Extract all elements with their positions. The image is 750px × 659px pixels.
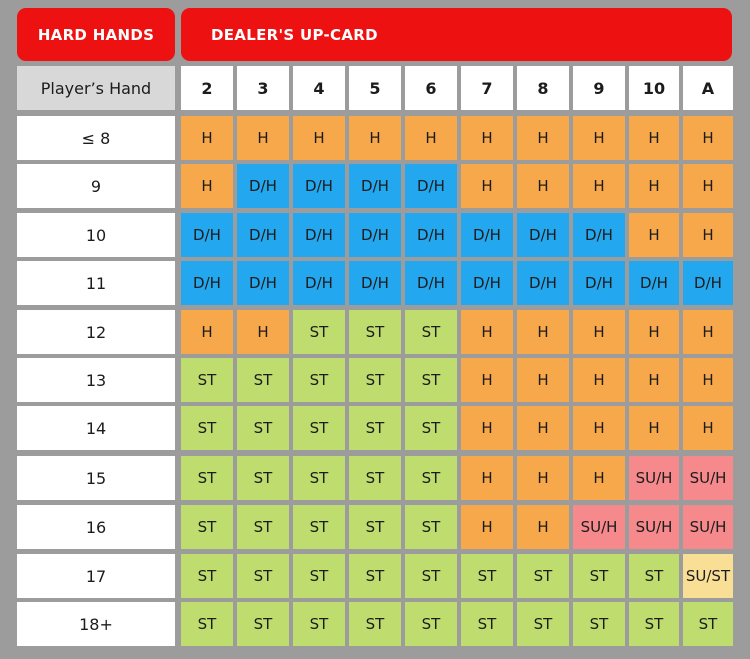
dealer-card-8: 8: [517, 66, 569, 110]
action-cell: ST: [349, 456, 401, 500]
action-cell: ST: [349, 602, 401, 646]
action-cell: H: [461, 358, 513, 402]
action-cell: D/H: [461, 213, 513, 257]
dealer-card-6: 6: [405, 66, 457, 110]
action-cell: ST: [405, 456, 457, 500]
dealer-card-a: A: [683, 66, 733, 110]
player-hand-label: 11: [17, 261, 175, 305]
action-cell: ST: [293, 554, 345, 598]
hard-hands-header: HARD HANDS: [17, 8, 175, 61]
players-hand-label: Player’s Hand: [17, 66, 175, 110]
action-cell: SU/H: [683, 505, 733, 549]
action-cell: ST: [683, 602, 733, 646]
action-cell: ST: [349, 406, 401, 450]
action-cell: H: [517, 164, 569, 208]
table-row: [0, 505, 750, 549]
action-cell: H: [237, 310, 289, 354]
action-cell: D/H: [517, 261, 569, 305]
action-cell: H: [181, 116, 233, 160]
action-cell: H: [629, 310, 679, 354]
action-cell: H: [293, 116, 345, 160]
action-cell: H: [517, 310, 569, 354]
dealer-card-7: 7: [461, 66, 513, 110]
action-cell: H: [573, 456, 625, 500]
action-cell: ST: [237, 602, 289, 646]
action-cell: ST: [349, 358, 401, 402]
table-row: [0, 261, 750, 305]
action-cell: H: [461, 310, 513, 354]
action-cell: ST: [573, 602, 625, 646]
player-hand-label: 12: [17, 310, 175, 354]
action-cell: H: [517, 116, 569, 160]
player-hand-label: 15: [17, 456, 175, 500]
dealer-card-header-row: [0, 66, 750, 110]
dealer-card-9: 9: [573, 66, 625, 110]
action-cell: ST: [405, 358, 457, 402]
action-cell: H: [629, 358, 679, 402]
action-cell: H: [181, 164, 233, 208]
action-cell: ST: [517, 602, 569, 646]
table-row: [0, 310, 750, 354]
action-cell: H: [573, 164, 625, 208]
action-cell: H: [683, 358, 733, 402]
dealers-upcard-header: DEALER'S UP-CARD: [181, 8, 732, 61]
action-cell: ST: [181, 358, 233, 402]
action-cell: H: [629, 116, 679, 160]
table-row: [0, 554, 750, 598]
action-cell: ST: [237, 554, 289, 598]
action-cell: SU/ST: [683, 554, 733, 598]
action-cell: H: [683, 310, 733, 354]
action-cell: ST: [461, 554, 513, 598]
action-cell: D/H: [181, 261, 233, 305]
action-cell: ST: [293, 505, 345, 549]
action-cell: ST: [349, 505, 401, 549]
action-cell: ST: [293, 456, 345, 500]
action-cell: ST: [349, 310, 401, 354]
action-cell: D/H: [573, 261, 625, 305]
action-cell: ST: [461, 602, 513, 646]
action-cell: H: [405, 116, 457, 160]
action-cell: H: [573, 310, 625, 354]
action-cell: H: [349, 116, 401, 160]
dealer-card-4: 4: [293, 66, 345, 110]
player-hand-label: 18+: [17, 602, 175, 646]
action-cell: ST: [181, 456, 233, 500]
player-hand-label: 16: [17, 505, 175, 549]
action-cell: ST: [629, 554, 679, 598]
action-cell: H: [683, 406, 733, 450]
action-cell: D/H: [629, 261, 679, 305]
action-cell: H: [629, 213, 679, 257]
action-cell: ST: [293, 406, 345, 450]
action-cell: ST: [405, 310, 457, 354]
player-hand-label: 14: [17, 406, 175, 450]
action-cell: H: [683, 213, 733, 257]
action-cell: ST: [405, 554, 457, 598]
action-cell: H: [181, 310, 233, 354]
action-cell: D/H: [181, 213, 233, 257]
table-row: [0, 358, 750, 402]
action-cell: ST: [293, 602, 345, 646]
dealer-card-10: 10: [629, 66, 679, 110]
action-cell: ST: [237, 358, 289, 402]
action-cell: H: [461, 456, 513, 500]
dealer-card-3: 3: [237, 66, 289, 110]
action-cell: D/H: [683, 261, 733, 305]
dealer-card-2: 2: [181, 66, 233, 110]
action-cell: H: [461, 164, 513, 208]
action-cell: ST: [293, 358, 345, 402]
action-cell: ST: [405, 505, 457, 549]
action-cell: H: [517, 358, 569, 402]
action-cell: D/H: [461, 261, 513, 305]
action-cell: D/H: [349, 261, 401, 305]
action-cell: H: [461, 406, 513, 450]
action-cell: ST: [237, 406, 289, 450]
action-cell: ST: [181, 406, 233, 450]
action-cell: ST: [181, 505, 233, 549]
action-cell: SU/H: [683, 456, 733, 500]
action-cell: D/H: [349, 164, 401, 208]
table-row: [0, 164, 750, 208]
player-hand-label: 17: [17, 554, 175, 598]
action-cell: D/H: [573, 213, 625, 257]
action-cell: ST: [629, 602, 679, 646]
action-cell: D/H: [405, 261, 457, 305]
action-cell: H: [683, 164, 733, 208]
action-cell: D/H: [405, 164, 457, 208]
player-hand-label: 9: [17, 164, 175, 208]
table-row: [0, 602, 750, 646]
player-hand-label: ≤ 8: [17, 116, 175, 160]
action-cell: D/H: [293, 213, 345, 257]
action-cell: SU/H: [629, 456, 679, 500]
action-cell: H: [683, 116, 733, 160]
action-cell: ST: [349, 554, 401, 598]
action-cell: SU/H: [629, 505, 679, 549]
action-cell: ST: [293, 310, 345, 354]
player-hand-label: 13: [17, 358, 175, 402]
action-cell: ST: [237, 505, 289, 549]
action-cell: H: [461, 116, 513, 160]
action-cell: D/H: [517, 213, 569, 257]
action-cell: D/H: [293, 261, 345, 305]
action-cell: H: [517, 406, 569, 450]
table-row: [0, 406, 750, 450]
action-cell: SU/H: [573, 505, 625, 549]
action-cell: H: [517, 505, 569, 549]
action-cell: D/H: [237, 164, 289, 208]
action-cell: ST: [405, 602, 457, 646]
action-cell: ST: [181, 554, 233, 598]
table-row: [0, 116, 750, 160]
table-row: [0, 456, 750, 500]
action-cell: ST: [237, 456, 289, 500]
action-cell: H: [517, 456, 569, 500]
action-cell: H: [237, 116, 289, 160]
action-cell: H: [573, 358, 625, 402]
action-cell: H: [629, 406, 679, 450]
action-cell: H: [573, 116, 625, 160]
player-hand-label: 10: [17, 213, 175, 257]
action-cell: ST: [181, 602, 233, 646]
action-cell: ST: [573, 554, 625, 598]
action-cell: D/H: [349, 213, 401, 257]
action-cell: H: [461, 505, 513, 549]
dealer-card-5: 5: [349, 66, 401, 110]
action-cell: D/H: [237, 261, 289, 305]
action-cell: D/H: [237, 213, 289, 257]
action-cell: D/H: [405, 213, 457, 257]
table-row: [0, 213, 750, 257]
action-cell: ST: [517, 554, 569, 598]
action-cell: D/H: [293, 164, 345, 208]
action-cell: ST: [405, 406, 457, 450]
action-cell: H: [573, 406, 625, 450]
action-cell: H: [629, 164, 679, 208]
